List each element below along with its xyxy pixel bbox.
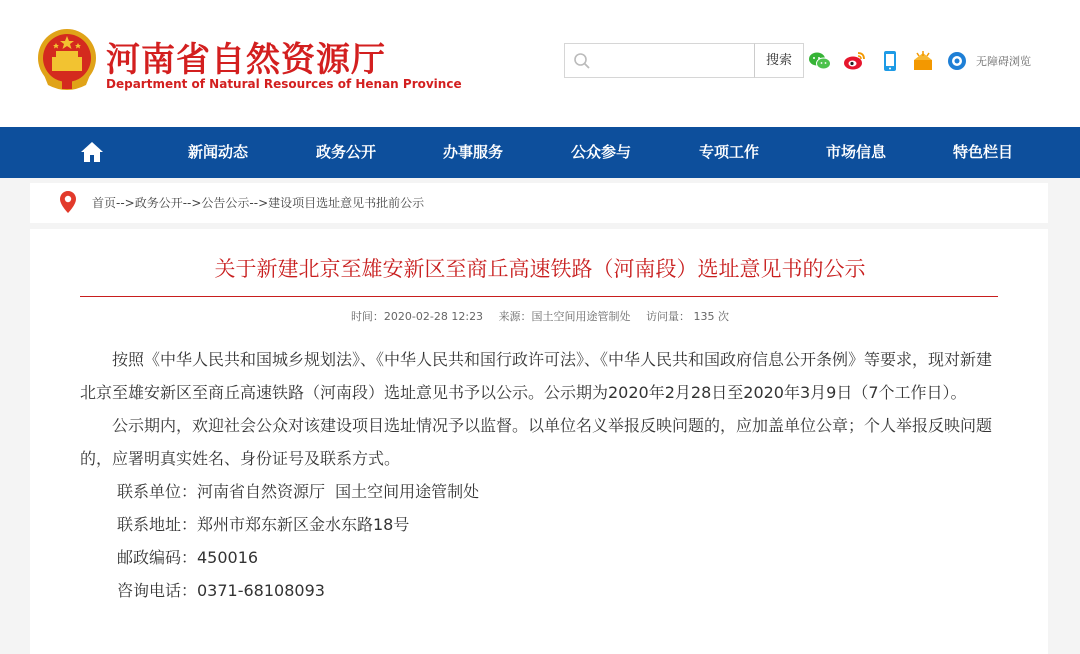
main-nav xyxy=(0,127,1080,178)
publish-time: 时间：2020-02-28 12:23 xyxy=(350,310,484,323)
article-meta xyxy=(0,308,1080,324)
mailbox-icon[interactable] xyxy=(911,49,935,73)
nav-item-news[interactable]: 新闻动态 xyxy=(188,143,249,161)
nav-item-special-work[interactable]: 专项工作 xyxy=(699,143,760,161)
site-title[interactable]: 河南省自然资源厅 xyxy=(106,40,386,80)
site-header xyxy=(0,0,1080,127)
view-count: 访问量： 135 次 xyxy=(646,310,730,323)
article-source: 来源：国土空间用途管制处 xyxy=(498,310,631,323)
home-icon[interactable] xyxy=(79,140,105,164)
phone-number: 咨询电话：0371-68108093 xyxy=(117,581,325,600)
nav-item-featured-columns[interactable]: 特色栏目 xyxy=(953,143,1014,161)
accessibility-icon[interactable] xyxy=(945,49,969,73)
location-pin-icon xyxy=(58,190,78,214)
search-icon xyxy=(573,52,591,70)
national-emblem-logo[interactable] xyxy=(36,27,98,93)
nav-item-services[interactable]: 办事服务 xyxy=(443,143,504,161)
search-button[interactable]: 搜索 xyxy=(754,43,804,78)
nav-item-government-affairs[interactable]: 政务公开 xyxy=(316,143,377,161)
article-body xyxy=(80,343,1002,607)
contact-unit: 联系单位：河南省自然资源厅 国土空间用途管制处 xyxy=(117,482,480,501)
accessibility-label[interactable]: 无障碍浏览 xyxy=(976,55,1031,68)
wechat-icon[interactable] xyxy=(808,49,832,73)
postal-code: 邮政编码：450016 xyxy=(117,548,259,567)
nav-item-public-participation[interactable]: 公众参与 xyxy=(571,143,632,161)
body-paragraph: 按照《中华人民共和国城乡规划法》、《中华人民共和国行政许可法》、《中华人民共和国政府信息公开条例》等要求，现对新建北京至雄安新区至商丘高速铁路（河南段）选址意见书予以公示。公示期为2020年2月28日至2020年3月9日（7个工作日）。 xyxy=(80,350,993,402)
search-input[interactable] xyxy=(595,48,753,74)
title-divider xyxy=(80,296,998,297)
body-paragraph: 公示期内，欢迎社会公众对该建设项目选址情况予以监督。以单位名义举报反映问题的，应加盖单位公章；个人举报反映问题的，应署明真实姓名、身份证号及联系方式。 xyxy=(80,416,993,468)
article-title: 关于新建北京至雄安新区至商丘高速铁路（河南段）选址意见书的公示 xyxy=(214,257,866,281)
site-subtitle: Department of Natural Resources of Henan Province xyxy=(106,77,462,91)
nav-item-market-info[interactable]: 市场信息 xyxy=(826,143,887,161)
mobile-icon[interactable] xyxy=(878,49,902,73)
weibo-icon[interactable] xyxy=(843,49,867,73)
breadcrumb[interactable]: 首页-->政务公开-->公告公示-->建设项目选址意见书批前公示 xyxy=(92,196,425,210)
contact-address: 联系地址：郑州市郑东新区金水东路18号 xyxy=(117,515,410,534)
